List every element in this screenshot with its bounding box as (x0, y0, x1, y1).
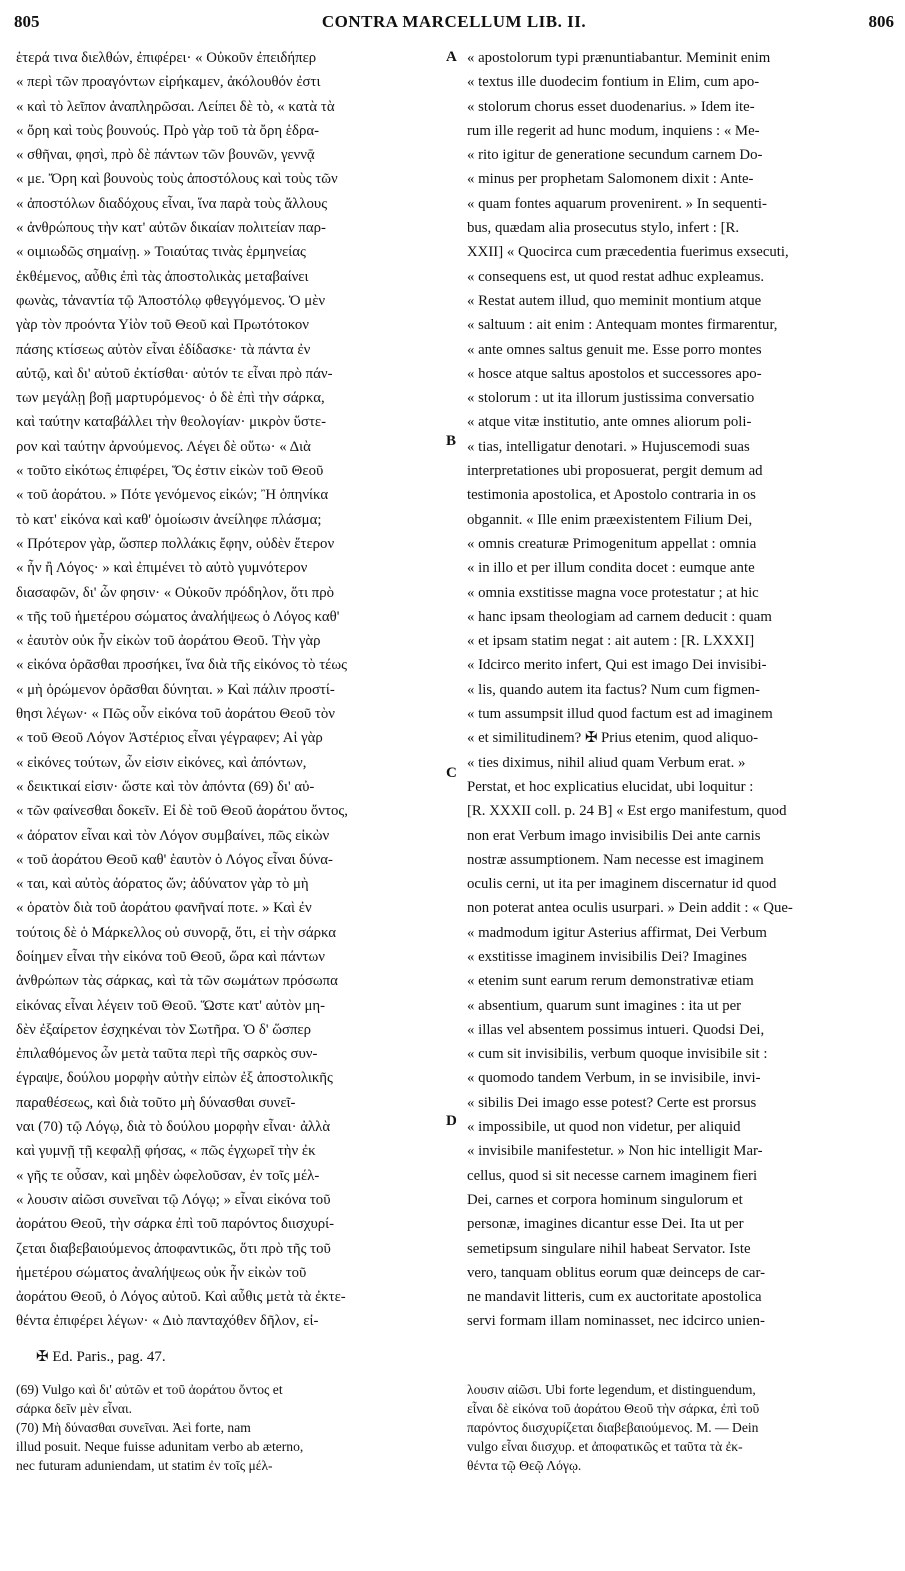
text-line: « ties diximus, nihil aliud quam Verbum erat. » (467, 754, 746, 771)
text-line: « ἀποστόλων διαδόχους εἶναι, ἵνα παρὰ τοὺς ἄλλους (16, 195, 328, 212)
text-line: « τοῦ Θεοῦ Λόγον Ἀστέριος εἶναι γέγραφεν; Αἱ γὰρ (16, 730, 323, 747)
notes-left-column (16, 1380, 441, 1475)
note-line: παρόντος διισχυρίζεται διαβεβαιούμενος. M. — Dein (467, 1420, 759, 1435)
text-line: τὸ κατ' εἰκόνα καὶ καθ' ὁμοίωσιν ἀνείληφε πλάσμα; (16, 511, 322, 528)
text-line: Dei, carnes et corpora hominum singulorum et (467, 1191, 743, 1208)
page-header (14, 12, 894, 36)
text-line: ναι (70) τῷ Λόγῳ, διὰ τὸ δούλου μορφὴν εἶναι· ἀλλὰ (16, 1119, 331, 1136)
text-line: personæ, imagines dicantur esse Dei. Ita ut per (467, 1216, 744, 1233)
text-line: ἀνθρώπων τὰς σάρκας, καὶ τὰ τῶν σωμάτων πρόσωπα (16, 973, 338, 990)
text-line: ἡμετέρου σώματος ἀναλήψεως οὐκ ἦν εἰκὼν τοῦ (16, 1264, 307, 1281)
text-line: ζεται διαβεβαιούμενος ἀποφαντικῶς, ὅτι πρὸ τῆς τοῦ (16, 1240, 331, 1257)
text-line: « ante omnes saltus genuit me. Esse porro montes (467, 341, 762, 358)
text-line: ἑτερά τινα διελθών, ἐπιφέρει· « Οὐκοῦν ἐπειδήπερ (16, 50, 317, 66)
text-line: δοίημεν εἶναι τὴν εἰκόνα τοῦ Θεοῦ, ὥρα καὶ πάντων (16, 948, 325, 965)
text-line: « hanc ipsam theologiam ad carnem deducit : quam (467, 608, 772, 625)
text-line: καὶ γυμνῇ τῇ κεφαλῇ φήσας, « πῶς ἐγχωρεῖ τὴν ἐκ (16, 1143, 316, 1160)
latin-text-column (467, 46, 887, 1334)
text-line: « madmodum igitur Asterius affirmat, Dei Verbum (467, 924, 767, 941)
text-line: cellus, quod si sit necesse carnem imaginem fieri (467, 1167, 758, 1184)
text-line: « et ipsam statim negat : ait autem : [R. LXXXI] (467, 633, 755, 650)
text-line: « οιμιωδῶς σημαίνῃ. » Τοιαύτας τινὰς ἑρμηνείας (16, 244, 306, 261)
text-line: « tum assumpsit illud quod factum est ad imaginem (467, 706, 773, 723)
text-line: « καὶ τὸ λεῖπον ἀναπληρῶσαι. Λείπει δὲ τὸ, « κατὰ τὰ (16, 98, 335, 115)
text-line: « minus per prophetam Salomonem dixit : Ante- (467, 171, 754, 188)
note-line: vulgo εἶναι διισχυρ. et ἀποφατικῶς et ταῦτα τὰ ἐκ- (467, 1439, 743, 1454)
text-line: « impossibile, ut quod non videtur, per aliquid (467, 1119, 741, 1136)
page-number-right: 806 (868, 12, 894, 31)
note-line: σάρκα δεῖν μὲν εἶναι. (16, 1401, 133, 1416)
text-line: « in illo et per illum condita docet : eumque ante (467, 560, 755, 577)
text-line: servi formam illam nominasset, nec idcirco unien- (467, 1313, 765, 1330)
text-line: oculis cerni, ut ita per imaginem discernatur id quod (467, 876, 777, 893)
margin-letter-c: C (446, 765, 457, 781)
text-line: « μὴ ὁρώμενον ὁρᾶσθαι δύνηται. » Καὶ πάλιν προστί- (16, 681, 335, 698)
note-line: nec futuram aduniendam, ut statim ἐν τοῖς μέλ- (16, 1458, 273, 1473)
text-line: « et similitudinem? ✠ Prius etenim, quod aliquo- (467, 730, 759, 747)
note-line: (69) Vulgo καὶ δι' αὐτῶν et τοῦ ἀοράτου ὄντος et (16, 1382, 283, 1397)
text-line: « illas vel absentem possimus intueri. Quodsi Dei, (467, 1021, 765, 1038)
text-line: « Idcirco merito infert, Qui est imago Dei invisibi- (467, 657, 767, 674)
text-line: « ἦν ἢ Λόγος· » καὶ ἐπιμένει τὸ αὐτὸ γυμνότερον (16, 560, 308, 577)
text-line: γὰρ τὸν προόντα Υἱὸν τοῦ Θεοῦ καὶ Πρωτότοκον (16, 317, 309, 334)
text-line: « τοῦ ἀοράτου Θεοῦ καθ' ἑαυτὸν ὁ Λόγος εἶναι δύνα- (16, 851, 333, 868)
text-line: τούτοις δὲ ὁ Μάρκελλος οὐ συνορᾷ, ὅτι, εἰ τὴν σάρκα (16, 924, 337, 941)
text-line: πάσης κτίσεως αὐτὸν εἶναι ἐδίδασκε· τὰ πάντα ἐν (16, 341, 311, 358)
text-line: [R. XXXII coll. p. 24 B] « Est ergo manifestum, quod (467, 803, 787, 820)
text-line: « omnis creaturæ Primogenitum appellat : omnia (467, 535, 757, 552)
text-line: XXII] « Quocirca cum præcedentia fuerimus exsecuti, (467, 244, 789, 261)
text-line: « omnia exstitisse magna voce protestatur ; at hic (467, 584, 759, 601)
note-line: illud posuit. Neque fuisse adunitam verbo ab æterno, (16, 1439, 304, 1454)
text-line: obgannit. « Ille enim præexistentem Filium Dei, (467, 511, 753, 528)
text-line: « τῆς τοῦ ἡμετέρου σώματος ἀναλήψεως ὁ Λόγος καθ' (16, 608, 340, 625)
text-line: « λουσιν αἰῶσι συνεῖναι τῷ Λόγῳ; » εἶναι εἰκόνα τοῦ (16, 1191, 331, 1208)
text-line: « exstitisse imaginem invisibilis Dei? Imagines (467, 948, 747, 965)
text-line: « stolorum : ut ita illorum justissima conversatio (467, 390, 755, 407)
text-line: ἀοράτου Θεοῦ, ὁ Λόγος αὐτοῦ. Καὶ αὖθις μετὰ τὰ ἐκτε- (16, 1289, 346, 1306)
margin-letter-b: B (446, 433, 457, 449)
text-line: interpretationes ubi proposuerat, pergit demum ad (467, 463, 763, 480)
page-number-left: 805 (14, 12, 40, 31)
text-line: « δεικτικαί εἰσιν· ὥστε καὶ τὸν ἀπόντα (69) δι' αὐ- (16, 778, 315, 795)
text-line: « saltuum : ait enim : Antequam montes firmarentur, (467, 317, 778, 334)
text-line: έγραψε, δούλου μορφὴν αὐτὴν εἰπὼν ἐξ ἀποστολικῆς (16, 1070, 333, 1087)
text-line: « ἀνθρώπους τὴν κατ' αὐτῶν δικαίαν πολιτείαν παρ- (16, 220, 326, 237)
text-line: bus, quædam alia prosecutus stylo, infert : [R. (467, 220, 740, 237)
text-line: « quam fontes aquarum provenirent. » In sequenti- (467, 195, 767, 212)
text-line: « tias, intelligatur denotari. » Hujuscemodi suas (467, 438, 750, 455)
margin-letter-d: D (446, 1113, 457, 1129)
text-line: ἐπιλαθόμενος ὧν μετὰ ταῦτα περὶ τῆς σαρκὸς συν- (16, 1046, 318, 1063)
text-line: « ται, καὶ αὐτὸς ἀόρατος ὤν; ἀδύνατον γὰρ τὸ μὴ (16, 876, 309, 893)
note-line: εἶναι δὲ εἰκόνα τοῦ ἀοράτου Θεοῦ τὴν σάρκα, ἐπὶ τοῦ (467, 1401, 760, 1416)
text-line: « apostolorum typi prænuntiabantur. Meminit enim (467, 50, 771, 66)
text-line: « atque vitæ institutio, ante omnes aliorum poli- (467, 414, 752, 431)
text-line: « textus ille duodecim fontium in Elim, cum apo- (467, 74, 760, 91)
text-line: Perstat, et hoc explicatius elucidat, ubi loquitur : (467, 778, 754, 795)
text-line: « hosce atque saltus apostolos et successores apo- (467, 365, 762, 382)
text-line: « ἀόρατον εἶναι καὶ τὸν Λόγον συμβαίνει, πῶς εἰκὼν (16, 827, 330, 844)
margin-letter-a: A (446, 49, 457, 65)
text-line: ρον καὶ ταύτην ἀρνούμενος. Λέγει δὲ οὕτω· « Διὰ (16, 438, 311, 455)
text-line: των μεγάλῃ βοῇ μαρτυρόμενος· ὁ δὲ ἐπὶ τὴν σάρκα, (16, 390, 325, 407)
text-line: « τοῦτο εἰκότως ἐπιφέρει, Ὅς ἐστιν εἰκὼν τοῦ Θεοῦ (16, 463, 324, 480)
text-line: « cum sit invisibilis, verbum quoque invisibile sit : (467, 1046, 768, 1063)
text-line: « με. Ὄρη καὶ βουνοὺς τοὺς ἀποστόλους καὶ τοὺς τῶν (16, 171, 338, 188)
text-line: nostræ assumptionem. Nam necesse est imaginem (467, 851, 764, 868)
text-line: αὐτῷ, καὶ δι' αὐτοῦ ἐκτίσθαι· αὐτόν τε εἶναι πρὸ πάν- (16, 365, 333, 382)
text-line: δὲν ἐξαίρετον ἐσχηκέναι τὸν Σωτῆρα. Ὁ δ' ὥσπερ (16, 1021, 312, 1038)
text-line: « absentium, quarum sunt imagines : ita ut per (467, 997, 742, 1014)
text-line: θέντα ἐπιφέρει λέγων· « Διὸ πανταχόθεν δῆλον, εἰ- (16, 1313, 319, 1330)
text-line: παραθέσεως, καὶ διὰ τοῦτο μὴ δύνασθαι συνεῖ- (16, 1094, 296, 1111)
text-line: « Πρότερον γὰρ, ὥσπερ πολλάκις ἔφην, οὐδὲν ἕτερον (16, 535, 335, 552)
greek-text-column (16, 46, 441, 1334)
text-line: « σθῆναι, φησὶ, πρὸ δὲ πάντων τῶν βουνῶν, γεννᾷ (16, 147, 315, 164)
text-line: semetipsum singulare nihil habeat Servator. Iste (467, 1240, 751, 1257)
text-line: φωνὰς, τἀναντία τῷ Ἀποστόλῳ φθεγγόμενος. Ὁ μὲν (16, 292, 326, 309)
text-line: « sibilis Dei imago esse potest? Certe est prorsus (467, 1094, 757, 1111)
text-line: « consequens est, ut quod restat adhuc expleamus. (467, 268, 765, 285)
edition-footnote: ✠ Ed. Paris., pag. 47. (36, 1349, 166, 1365)
text-line: « τοῦ ἀοράτου. » Πότε γενόμενος εἰκών; Ἢ ὁπηνίκα (16, 487, 329, 504)
text-line: « stolorum chorus esset duodenarius. » Idem ite- (467, 98, 755, 115)
text-line: « etenim sunt earum rerum demonstrativæ etiam (467, 973, 754, 990)
text-line: testimonia apostolica, et Apostolo contraria in os (467, 487, 756, 504)
text-line: « ὁρατὸν διὰ τοῦ ἀοράτου φανῆναί ποτε. » Καὶ ἐν (16, 900, 312, 917)
text-line: ne mandavit litteris, cum ex auctoritate apostolica (467, 1289, 762, 1306)
text-line: ἀοράτου Θεοῦ, τὴν σάρκα ἐπὶ τοῦ παρόντος διισχυρί- (16, 1216, 335, 1233)
text-line: « invisibile manifestetur. » Non hic intelligit Mar- (467, 1143, 763, 1160)
text-line: « Restat autem illud, quo meminit montium atque (467, 292, 762, 309)
text-line: vero, tanquam oblitus eorum quæ deinceps de car- (467, 1264, 766, 1281)
text-line: θησι λέγων· « Πῶς οὖν εἰκόνα τοῦ ἀοράτου Θεοῦ τὸν (16, 706, 335, 723)
notes-right-column (467, 1380, 887, 1475)
text-line: « ὄρη καὶ τοὺς βουνούς. Πρὸ γὰρ τοῦ τὰ ὄρη ἑδρα- (16, 122, 320, 139)
text-line: « quomodo tandem Verbum, in se invisibile, invi- (467, 1070, 761, 1087)
note-line: θέντα τῷ Θεῷ Λόγῳ. (467, 1458, 582, 1473)
text-line: « rito igitur de generatione secundum carnem Do- (467, 147, 763, 164)
text-line: rum ille regerit ad hunc modum, inquiens : « Me- (467, 122, 760, 139)
text-line: « εἰκόνα ὁρᾶσθαι προσήκει, ἵνα διὰ τῆς εἰκόνος τὸ τέως (16, 657, 347, 674)
text-line: « lis, quando autem ita factus? Num cum figmen- (467, 681, 760, 698)
text-line: διασαφῶν, δι' ὧν φησιν· « Οὐκοῦν πρόδηλον, ὅτι πρὸ (16, 584, 335, 601)
text-line: « περὶ τῶν προαγόντων εἰρήκαμεν, ἀκόλουθόν ἐστι (16, 74, 321, 91)
text-line: non poterat antea oculis usurpari. » Dein addit : « Que- (467, 900, 793, 917)
text-line: « ἑαυτὸν οὐκ ἦν εἰκὼν τοῦ ἀοράτου Θεοῦ. Τὴν γὰρ (16, 633, 321, 650)
running-title: CONTRA MARCELLUM LIB. II. (321, 12, 587, 31)
text-line: ἐκθέμενος, αὖθις ἐπὶ τὰς ἀποστολικὰς μεταβαίνει (16, 268, 309, 285)
note-line: (70) Μὴ δύνασθαι συνεῖναι. Ἀεὶ forte, nam (16, 1420, 251, 1435)
note-line: λουσιν αἰῶσι. Ubi forte legendum, et distinguendum, (467, 1382, 756, 1397)
text-line: καὶ ταύτην καταβάλλει τὴν θεολογίαν· μικρὸν ὕστε- (16, 414, 327, 431)
text-line: « τῶν φαίνεσθαι δοκεῖν. Εἰ δὲ τοῦ Θεοῦ ἀοράτου ὄντος, (16, 803, 348, 820)
text-line: « γῆς τε οὖσαν, καὶ μηδὲν ὠφελοῦσαν, ἐν τοῖς μέλ- (16, 1167, 320, 1184)
text-line: « εἰκόνες τούτων, ὧν εἰσιν εἰκόνες, καὶ ἀπόντων, (16, 754, 307, 771)
text-line: εἰκόνας εἶναι λέγειν τοῦ Θεοῦ. Ὥστε κατ' αὐτὸν μη- (16, 997, 326, 1014)
text-line: non erat Verbum imago invisibilis Dei ante carnis (467, 827, 761, 844)
